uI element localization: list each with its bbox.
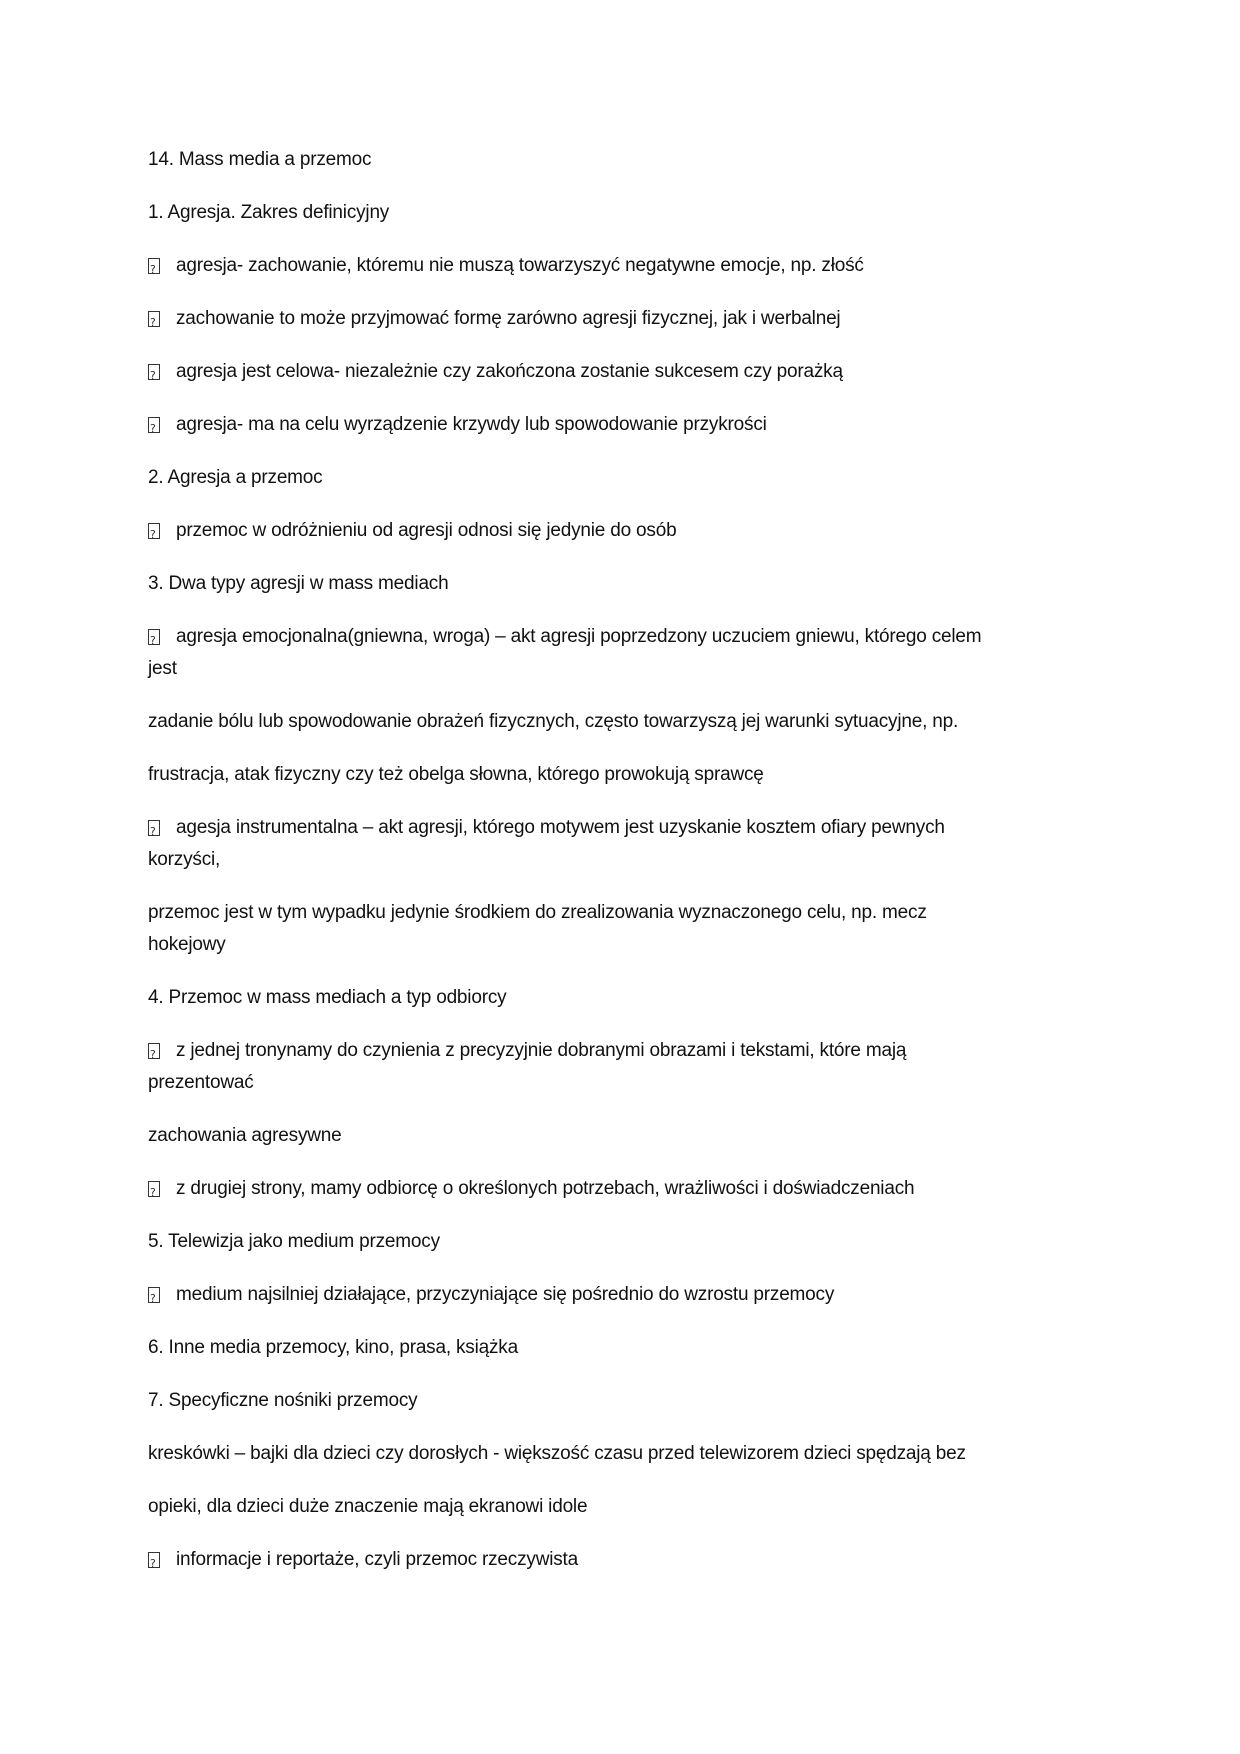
heading-line [148,568,1088,600]
line-text: 3. Dwa typy agresji w mass mediach [148,573,449,594]
missing-glyph-bullet-icon [148,417,160,433]
heading-line [148,462,1088,494]
document-body [148,144,1088,1597]
bullet-text: medium najsilniej działające, przyczyniające się pośrednio do wzrostu przemocy [176,1284,835,1305]
bullet-text: informacje i reportaże, czyli przemoc rzeczywista [176,1549,578,1570]
bullet-text-wrap: prezentować [148,1072,254,1093]
line-text: kreskówki – bajki dla dzieci czy dorosłych - większość czasu przed telewizorem dzieci spędzają bez [148,1443,966,1464]
text-line [148,1491,1088,1523]
text-line-wrapped [148,897,1088,961]
bullet-text-wrap: korzyści, [148,849,221,870]
heading-line [148,982,1088,1014]
heading-line [148,144,1088,176]
line-text: 6. Inne media przemocy, kino, prasa, książka [148,1337,518,1358]
heading-line [148,1226,1088,1258]
bullet-text: agresja emocjonalna(gniewna, wroga) – akt agresji poprzedzony uczuciem gniewu, którego celem [176,626,982,647]
bullet-item [148,409,1088,441]
line-text: 2. Agresja a przemoc [148,467,323,488]
bullet-text: z drugiej strony, mamy odbiorcę o określonych potrzebach, wrażliwości i doświadczeniach [176,1178,915,1199]
bullet-item-wrapped [148,621,1088,685]
missing-glyph-bullet-icon [148,820,160,836]
bullet-item-wrapped [148,812,1088,876]
missing-glyph-bullet-icon [148,1287,160,1303]
bullet-text: z jednej tronynamy do czynienia z precyzyjnie dobranymi obrazami i tekstami, które mają [176,1040,907,1061]
line-text: 7. Specyficzne nośniki przemocy [148,1390,418,1411]
heading-line [148,197,1088,229]
heading-line [148,1385,1088,1417]
missing-glyph-bullet-icon [148,629,160,645]
line-text: 1. Agresja. Zakres definicyjny [148,202,390,223]
text-line [148,1120,1088,1152]
line-text: 5. Telewizja jako medium przemocy [148,1231,440,1252]
bullet-text-wrap: jest [148,658,177,679]
bullet-text: zachowanie to może przyjmować formę zarówno agresji fizycznej, jak i werbalnej [176,308,841,329]
line-text: zadanie bólu lub spowodowanie obrażeń fizycznych, często towarzyszą jej warunki sytuacyjne, np. [148,711,959,732]
bullet-item [148,1544,1088,1576]
bullet-text: agesja instrumentalna – akt agresji, którego motywem jest uzyskanie kosztem ofiary pewnych [176,817,945,838]
missing-glyph-bullet-icon [148,1043,160,1059]
bullet-item [148,515,1088,547]
line-text: frustracja, atak fizyczny czy też obelga słowna, którego prowokują sprawcę [148,764,764,785]
line-text: przemoc jest w tym wypadku jedynie środkiem do zrealizowania wyznaczonego celu, np. mecz [148,902,927,923]
bullet-item [148,356,1088,388]
missing-glyph-bullet-icon [148,311,160,327]
missing-glyph-bullet-icon [148,1181,160,1197]
bullet-text: agresja jest celowa- niezależnie czy zakończona zostanie sukcesem czy porażką [176,361,843,382]
bullet-text: agresja- zachowanie, któremu nie muszą towarzyszyć negatywne emocje, np. złość [176,255,864,276]
line-text: zachowania agresywne [148,1125,342,1146]
missing-glyph-bullet-icon [148,258,160,274]
bullet-item [148,303,1088,335]
text-line [148,759,1088,791]
heading-line [148,1332,1088,1364]
line-text-wrap: hokejowy [148,934,226,955]
text-line [148,706,1088,738]
bullet-text: przemoc w odróżnieniu od agresji odnosi się jedynie do osób [176,520,677,541]
line-text: opieki, dla dzieci duże znaczenie mają ekranowi idole [148,1496,588,1517]
bullet-item-wrapped [148,1035,1088,1099]
bullet-item [148,1279,1088,1311]
bullet-item [148,250,1088,282]
line-text: 14. Mass media a przemoc [148,149,372,170]
line-text: 4. Przemoc w mass mediach a typ odbiorcy [148,987,507,1008]
missing-glyph-bullet-icon [148,523,160,539]
bullet-item [148,1173,1088,1205]
bullet-text: agresja- ma na celu wyrządzenie krzywdy lub spowodowanie przykrości [176,414,767,435]
text-line [148,1438,1088,1470]
missing-glyph-bullet-icon [148,1552,160,1568]
missing-glyph-bullet-icon [148,364,160,380]
